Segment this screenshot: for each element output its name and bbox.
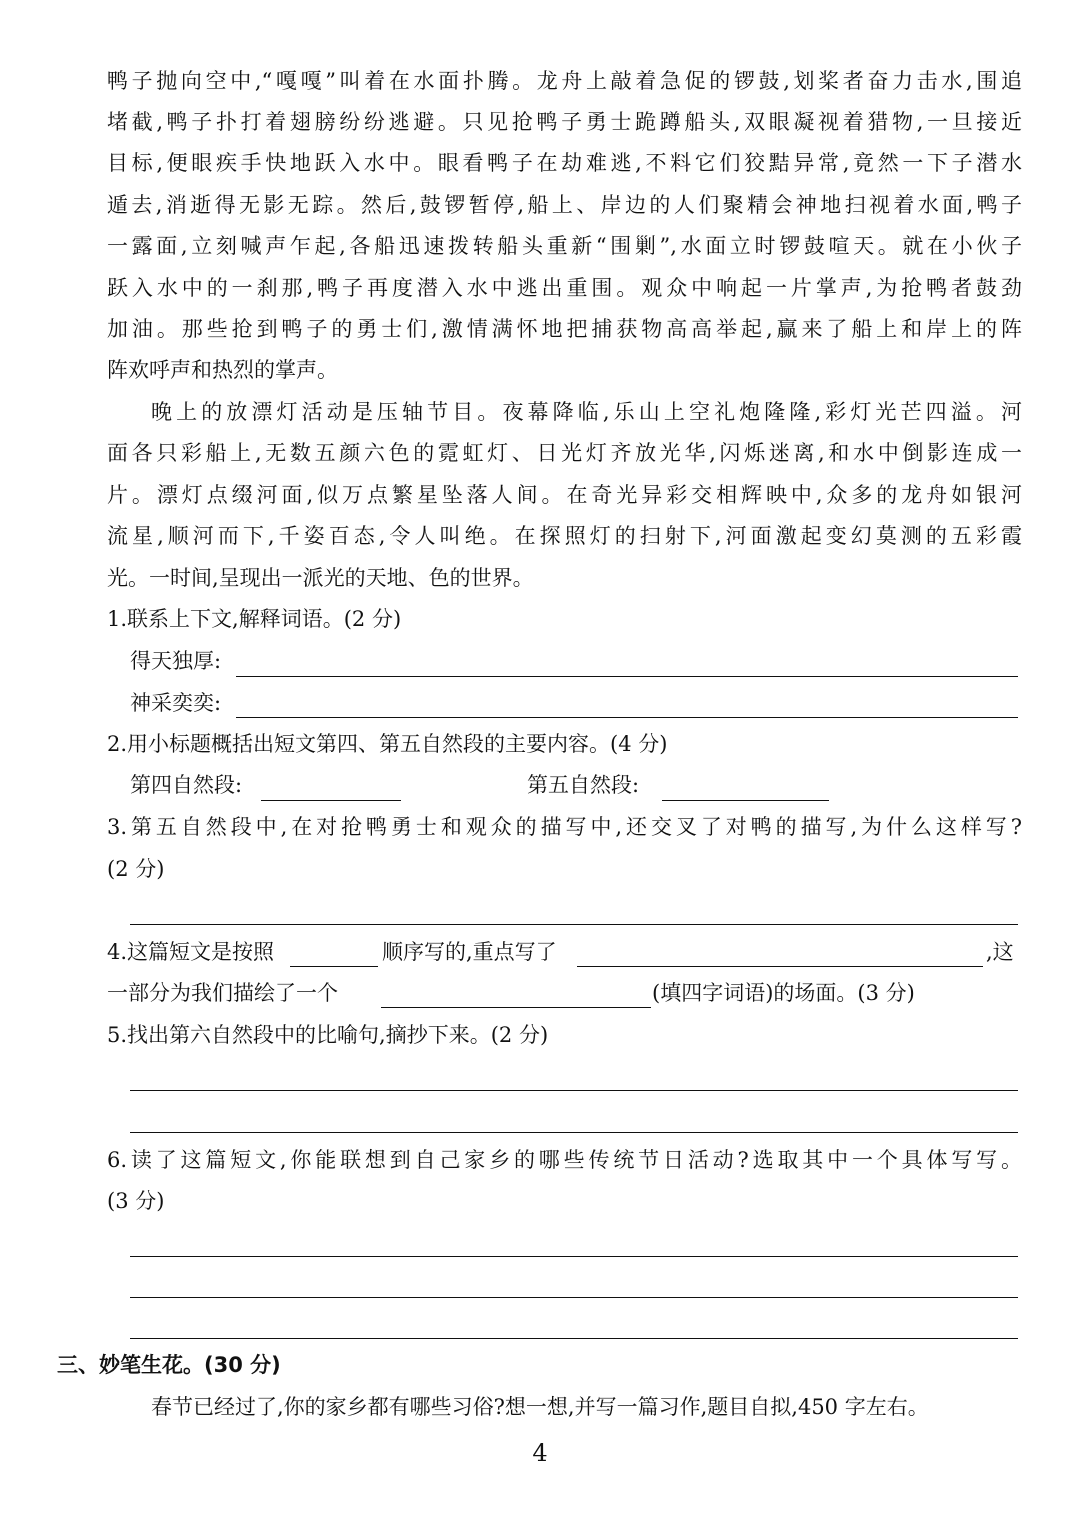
page-number: 4 <box>532 1439 548 1467</box>
passage-line: 一露面,立刻喊声乍起,各船迅速拨转船头重新“围剿”,水面立时锣鼓喧天。就在小伙子 <box>107 234 1022 258</box>
q1-term-1-label: 得天独厚: <box>130 649 222 673</box>
q2-paragraph-5-label: 第五自然段: <box>527 773 640 797</box>
passage-line: 跃入水中的一刹那,鸭子再度潜入水中逃出重围。观众中响起一片掌声,为抢鸭者鼓劲 <box>107 276 1022 300</box>
passage-line: 目标,便眼疾手快地跃入水中。眼看鸭子在劫难逃,不料它们狡黠异常,竟然一下子潜水 <box>107 151 1022 175</box>
q1-term-2-label: 神采奕奕: <box>130 691 222 715</box>
question-2-stem: 2.用小标题概括出短文第四、第五自然段的主要内容。(4 分) <box>107 732 668 756</box>
question-3-points: (2 分) <box>107 857 165 881</box>
q3-answer-line[interactable] <box>130 924 1018 925</box>
q2-paragraph-4-answer-line[interactable] <box>261 800 401 801</box>
section-3-prompt: 春节已经过了,你的家乡都有哪些习俗?想一想,并写一篇习作,题目自拟,450 字左右。 <box>151 1395 929 1419</box>
q5-answer-line-1[interactable] <box>130 1090 1018 1091</box>
section-3-title: 三、妙笔生花。(30 分) <box>57 1353 281 1377</box>
passage-line: 光。一时间,呈现出一派光的天地、色的世界。 <box>107 566 534 590</box>
q4-text-part-2: 顺序写的,重点写了 <box>382 940 557 964</box>
q4-text-part-1: 4.这篇短文是按照 <box>107 940 275 964</box>
passage-line: 片。漂灯点缀河面,似万点繁星坠落人间。在奇光异彩交相辉映中,众多的龙舟如银河 <box>107 483 1022 507</box>
passage-line: 流星,顺河而下,千姿百态,令人叫绝。在探照灯的扫射下,河面激起变幻莫测的五彩霞 <box>107 524 1022 548</box>
passage-line: 阵欢呼声和热烈的掌声。 <box>107 358 338 382</box>
question-1-stem: 1.联系上下文,解释词语。(2 分) <box>107 607 402 631</box>
q1-term-1-answer-line[interactable] <box>236 676 1018 677</box>
q6-answer-line-3[interactable] <box>130 1338 1018 1339</box>
q4-focus-answer-line[interactable] <box>577 966 983 967</box>
passage-line: 鸭子抛向空中,“嘎嘎”叫着在水面扑腾。龙舟上敲着急促的锣鼓,划桨者奋力击水,围追 <box>107 69 1022 93</box>
passage-line: 加油。那些抢到鸭子的勇士们,激情满怀地把捕获物高高举起,赢来了船上和岸上的阵 <box>107 317 1022 341</box>
q2-paragraph-5-answer-line[interactable] <box>662 800 829 801</box>
question-6-stem: 6.读了这篇短文,你能联想到自己家乡的哪些传统节日活动?选取其中一个具体写写。 <box>107 1148 1022 1172</box>
q1-term-2-answer-line[interactable] <box>236 717 1018 718</box>
q2-paragraph-4-label: 第四自然段: <box>130 773 243 797</box>
passage-line: 堵截,鸭子扑打着翅膀纷纷逃避。只见抢鸭子勇士跪蹲船头,双眼凝视着猎物,一旦接近 <box>107 110 1022 134</box>
q4-text-part-4: 一部分为我们描绘了一个 <box>107 981 338 1005</box>
q4-text-part-5: (填四字词语)的场面。(3 分) <box>652 981 915 1005</box>
question-3-stem: 3.第五自然段中,在对抢鸭勇士和观众的描写中,还交叉了对鸭的描写,为什么这样写? <box>107 815 1022 839</box>
question-6-points: (3 分) <box>107 1189 165 1213</box>
q4-idiom-answer-line[interactable] <box>381 1007 651 1008</box>
q4-order-answer-line[interactable] <box>290 966 378 967</box>
passage-line: 晚上的放漂灯活动是压轴节目。夜幕降临,乐山上空礼炮隆隆,彩灯光芒四溢。河 <box>151 400 1022 424</box>
question-5-stem: 5.找出第六自然段中的比喻句,摘抄下来。(2 分) <box>107 1023 549 1047</box>
passage-line: 遁去,消逝得无影无踪。然后,鼓锣暂停,船上、岸边的人们聚精会神地扫视着水面,鸭子 <box>107 193 1022 217</box>
q5-answer-line-2[interactable] <box>130 1132 1018 1133</box>
q4-text-part-3: ,这 <box>986 940 1014 964</box>
q6-answer-line-1[interactable] <box>130 1256 1018 1257</box>
passage-line: 面各只彩船上,无数五颜六色的霓虹灯、日光灯齐放光华,闪烁迷离,和水中倒影连成一 <box>107 441 1022 465</box>
q6-answer-line-2[interactable] <box>130 1297 1018 1298</box>
